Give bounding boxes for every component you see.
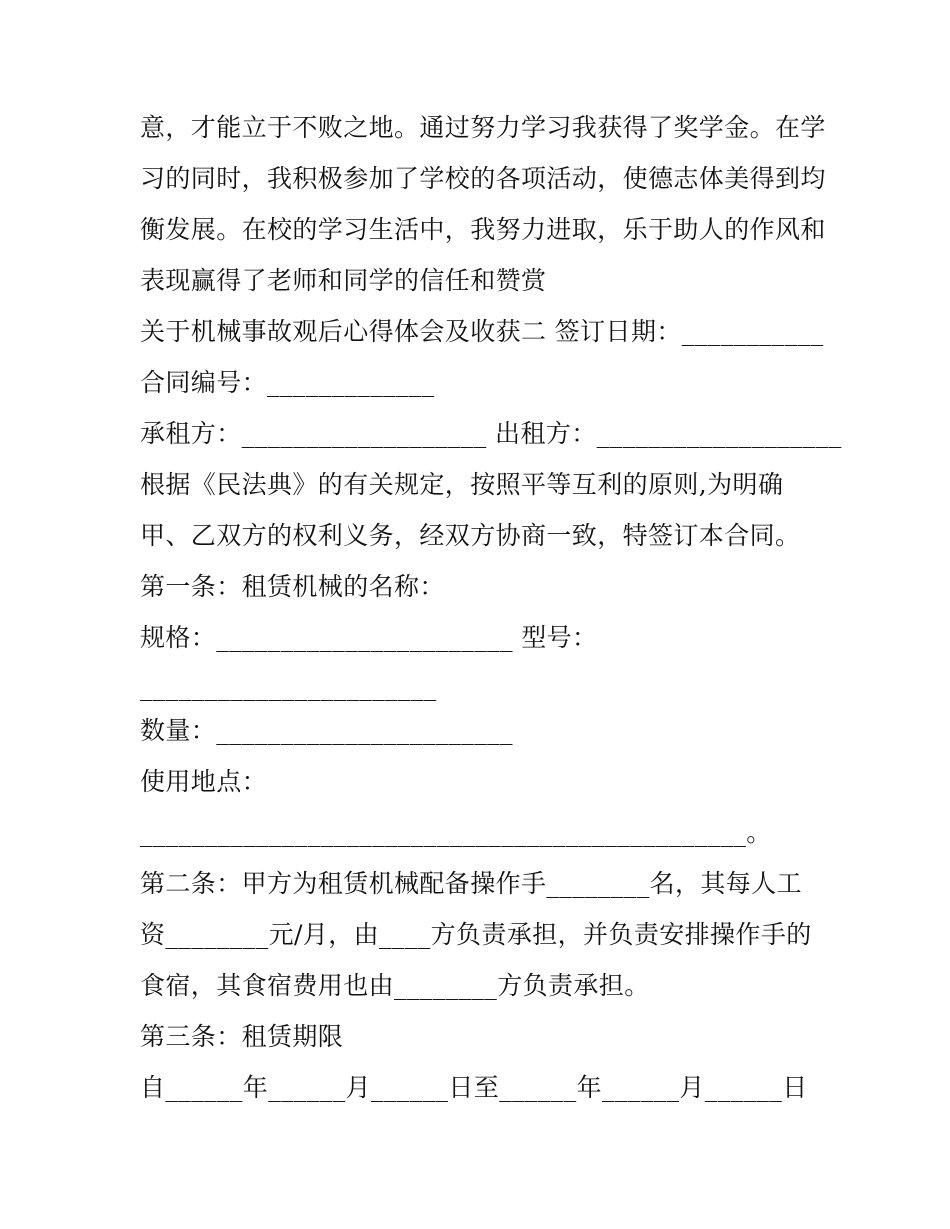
text-line: 第三条：租赁期限 (140, 1022, 344, 1051)
text-line: 规格：_______________________ 型号： (140, 623, 598, 652)
text-line: 表现赢得了老师和同学的信任和赞赏 (140, 266, 547, 295)
text-line: 承租方：___________________ 出租方：___________________ (140, 419, 842, 448)
text-line: 数量：_______________________ (140, 716, 513, 745)
text-line: 甲、乙双方的权利义务，经双方协商一致，特签订本合同。 (140, 521, 801, 550)
text-line: _______________________ (140, 672, 437, 701)
text-line: 使用地点： (140, 767, 268, 796)
text-line: 自______年______月______日至______年______月______日 (140, 1073, 808, 1102)
text-line: 食宿，其食宿费用也由________方负责承担。 (140, 971, 650, 1000)
text-line: 第一条：租赁机械的名称： (140, 572, 445, 601)
text-line: _______________________________________________。 (140, 818, 772, 847)
text-line: 合同编号：_____________ (140, 368, 435, 397)
text-line: 习的同时，我积极参加了学校的各项活动，使德志体美得到均 (140, 164, 826, 193)
text-line: 根据《民法典》的有关规定，按照平等互利的原则,为明确 (140, 470, 784, 499)
text-line: 意，才能立于不败之地。通过努力学习我获得了奖学金。在学 (140, 113, 826, 142)
text-line: 资________元/月，由____方负责承担，并负责安排操作手的 (140, 920, 812, 949)
text-line: 衡发展。在校的学习生活中，我努力进取，乐于助人的作风和 (140, 215, 826, 244)
text-line: 第二条：甲方为租赁机械配备操作手________名，其每人工 (140, 869, 803, 898)
text-line: 关于机械事故观后心得体会及收获二 签订日期：___________ (140, 317, 824, 346)
